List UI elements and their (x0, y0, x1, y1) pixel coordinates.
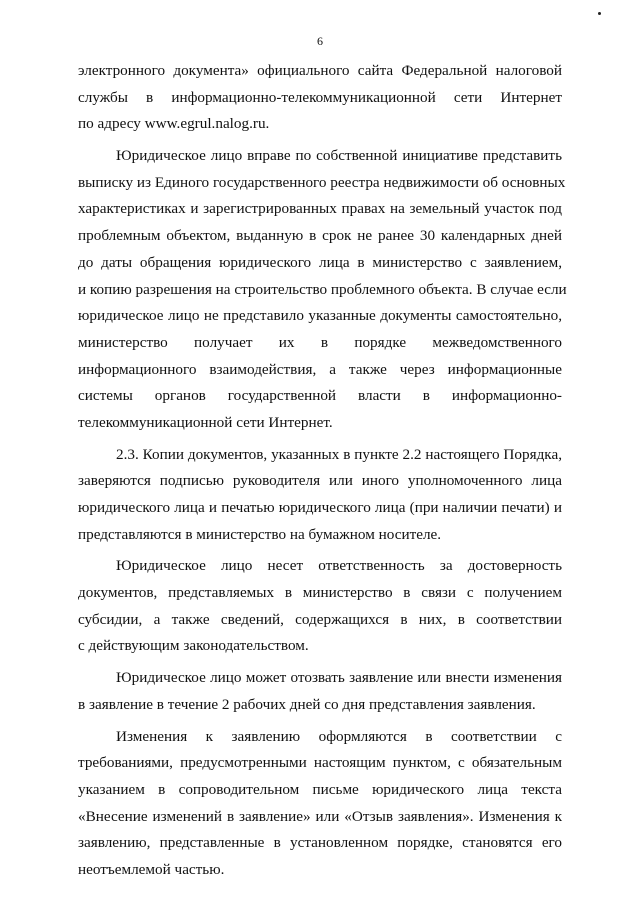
text-line: с действующим законодательством. (78, 637, 309, 655)
text-line: неотъемлемой частью. (78, 860, 225, 878)
text-line: системы органов государственной власти в информационно- (78, 387, 562, 405)
document-body (78, 58, 567, 884)
text-line: электронного документа» официального сайта Федеральной налоговой (78, 62, 562, 79)
text-line: представляются в министерство на бумажном носителе. (78, 525, 442, 543)
text-line: министерство получает их в порядке межведомственного (78, 333, 562, 351)
paragraph (78, 553, 562, 660)
paragraph (78, 143, 567, 437)
text-line: 2.3. Копии документов, указанных в пункте 2.2 настоящего Порядка, (116, 445, 562, 463)
text-line: «Внесение изменений в заявление» или «Отзыв заявления». Изменения к (78, 807, 562, 825)
paragraph (78, 665, 562, 718)
text-line: проблемным объектом, выданную в срок не ранее 30 календарных дней (78, 227, 562, 245)
paragraph (78, 724, 562, 884)
text-line: по адресу www.egrul.nalog.ru. (78, 115, 270, 133)
paragraph (78, 58, 562, 138)
text-line: заявлению, представленные в установленном порядке, становятся его (78, 834, 562, 852)
text-line: документов, представляемых в министерство в связи с получением (78, 584, 562, 602)
text-line: Юридическое лицо может отозвать заявление или внести изменения (116, 669, 562, 687)
text-line: Изменения к заявлению оформляются в соответствии с (116, 727, 562, 745)
text-line: в заявление в течение 2 рабочих дней со дня представления заявления. (78, 695, 536, 713)
text-line: и копию разрешения на строительство проблемного объекта. В случае если (78, 280, 567, 298)
text-line: заверяются подписью руководителя или иного уполномоченного лица (78, 472, 562, 490)
text-line: телекоммуникационной сети Интернет. (78, 413, 333, 431)
text-line: юридического лица и печатью юридического лица (при наличии печати) и (78, 499, 562, 516)
text-line: выписку из Единого государственного реестра недвижимости об основных (78, 173, 566, 191)
text-line: субсидии, а также сведений, содержащихся в них, в соответствии (78, 610, 562, 628)
text-line: Юридическое лицо несет ответственность за достоверность (116, 557, 562, 575)
text-line: указанием в сопроводительном письме юридического лица текста (78, 780, 562, 798)
text-line: службы в информационно-телекоммуникационной сети Интернет (78, 88, 562, 106)
text-line: Юридическое лицо вправе по собственной инициативе представить (116, 147, 562, 165)
scan-speck (598, 12, 601, 15)
text-line: до даты обращения юридического лица в министерство с заявлением, (78, 253, 562, 271)
text-line: юридическое лицо не представило указанные документы самостоятельно, (78, 307, 562, 325)
text-line: требованиями, предусмотренными настоящим пунктом, с обязательным (78, 754, 562, 772)
text-line: характеристиках и зарегистрированных правах на земельный участок под (78, 200, 562, 218)
text-line: информационного взаимодействия, а также через информационные (78, 360, 562, 378)
page-number: 6 (317, 34, 323, 48)
paragraph (78, 442, 562, 549)
